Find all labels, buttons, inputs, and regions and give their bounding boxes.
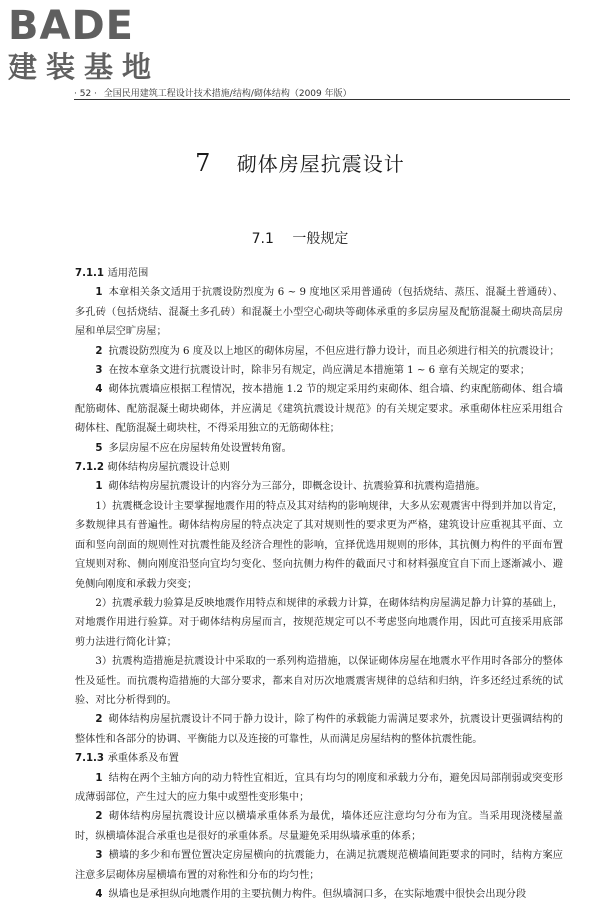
paragraph: [75, 477, 563, 496]
paragraph-text: 砌体结构房屋抗震设计的内容分为三部分，即概念设计、抗震验算和抗震构造措施。: [108, 481, 486, 493]
chapter-number: 7: [195, 149, 212, 177]
paragraph-text: 横墙的多少和布置位置决定房屋横向的抗震能力，在满足抗震规范横墙间距要求的同时，结构方案应注意多层砌体房屋横墙布置的对称性和分布的均匀性；: [75, 850, 563, 881]
page-number: · 52 ·: [74, 89, 97, 99]
paragraph: [75, 439, 563, 458]
logo: [8, 4, 208, 84]
paragraph-text: 砌体结构房屋抗震设计不同于静力设计，除了构件的承载能力需满足要求外，抗震设计更强调结构的整体性和各部分的协调、平衡能力以及连接的可靠性，从而满足房屋结构的整体抗震性能。: [75, 714, 563, 745]
paragraph-text: 多层房屋不应在房屋转角处设置转角窗。: [108, 442, 292, 454]
clause-heading: [75, 749, 563, 768]
paragraph: [75, 380, 563, 438]
item-number: 3: [95, 365, 103, 377]
item-number: 4: [95, 889, 103, 900]
paragraph-text: 抗震设防烈度为 6 度及以上地区的砌体房屋，不但应进行静力设计，而且必须进行相关的抗震设计；: [108, 345, 560, 357]
logo-subtitle: 建装基地: [8, 50, 161, 84]
paragraph-text: 本章相关条文适用于抗震设防烈度为 6 ~ 9 度地区采用普通砖（包括烧结、蒸压、混凝土普通砖）、多孔砖（包括烧结、混凝土多孔砖）和混凝土小型空心砌块等砌体承重的多层房屋及配筋混凝土砌块高层房屋和单层空旷房屋；: [75, 287, 563, 338]
chapter-title-text: 砌体房屋抗震设计: [236, 152, 405, 176]
item-number: 2: [95, 345, 103, 357]
item-number: 1: [95, 481, 103, 493]
clause-heading: [75, 458, 563, 477]
item-number: 1: [95, 287, 103, 299]
paragraph: [75, 846, 563, 885]
paragraph-text: 砌体结构房屋抗震设计应以横墙承重体系为最优，墙体还应注意均匀分布为宜。当采用现浇楼屋盖时，纵横墙体混合承重也是很好的承重体系。尽量避免采用纵墙承重的体系；: [75, 811, 563, 842]
section-title-text: 一般规定: [292, 231, 349, 247]
item-number: 2: [95, 714, 103, 726]
paragraph-text: 2）抗震承载力验算是反映地震作用特点和规律的承载力计算，在砌体结构房屋满足静力计算的基础上，对地震作用进行验算。对于砌体结构房屋而言，按规范规定可以不考虑竖向地震作用，因此可直接采用底部剪力法进行简化计算；: [75, 597, 563, 648]
paragraph-text: 结构在两个主轴方向的动力特性宜相近，宜具有均匀的刚度和承载力分布，避免因局部削弱或突变形成薄弱部位，产生过大的应力集中或塑性变形集中；: [75, 772, 563, 803]
paragraph-text: 1）抗震概念设计主要掌握地震作用的特点及其对结构的影响规律，大多从宏观震害中得到并加以肯定，多数规律具有普遍性。砌体结构房屋的特点决定了其对规则性的要求更为严格，建筑设计应重视其平面、立面和竖向剖面的规则性对抗震性能及经济合理性的影响，宜择优选用规则的形体，其抗侧力构件的平面布置宜规则对称、侧向刚度沿竖向宜均匀变化、竖向抗侧力构件的截面尺寸和材料强度宜自下而上逐渐减小、避免侧向刚度和承载力突变；: [75, 500, 563, 590]
running-header: [74, 86, 570, 99]
clause-number: 7.1.2: [75, 462, 105, 474]
paragraph: [75, 652, 563, 710]
clause-title: 适用范围: [107, 268, 149, 279]
paragraph: [75, 885, 563, 904]
paragraph: [75, 710, 563, 749]
paragraph: [75, 361, 563, 380]
paragraph-text: 3）抗震构造措施是抗震设计中采取的一系列构造措施，以保证砌体房屋在地震水平作用时各部分的整体性及延性。而抗震构造措施的大部分要求，都来自对历次地震震害规律的总结和归纳，许多还经过系统的试验、对比分析得到的。: [75, 656, 563, 706]
logo-word: BADE: [8, 3, 134, 49]
chapter-title: [0, 148, 600, 177]
item-number: 5: [95, 442, 103, 454]
clause-heading: [75, 264, 563, 283]
item-number: 1: [95, 772, 103, 784]
clause-number: 7.1.1: [75, 268, 105, 279]
paragraph: [75, 807, 563, 846]
paragraph: [75, 283, 563, 341]
paragraph-text: 砌体抗震墙应根据工程情况，按本措施 1.2 节的规定采用约束砌体、组合墙、约束配筋砌体、组合墙配筋砌体、配筋混凝土砌块砌体，并应满足《建筑抗震设计规范》的有关规定要求。承重砌体柱应采用组合砌体柱、配筋混凝土砌块柱，不得采用独立的无筋砌体柱；: [75, 384, 563, 435]
paragraph-text: 纵墙也是承担纵向地震作用的主要抗侧力构件。但纵墙洞口多，在实际地震中很快会出现分段: [108, 889, 527, 900]
paragraph: [75, 594, 563, 652]
paragraph: [75, 342, 563, 361]
paragraph-text: 在按本章条文进行抗震设计时，除非另有规定，尚应满足本措施第 1 ~ 6 章有关规定的要求；: [108, 365, 531, 377]
header-rule: [74, 99, 570, 100]
clause-title: 承重体系及布置: [107, 753, 179, 765]
clause-title: 砌体结构房屋抗震设计总则: [107, 462, 230, 474]
paragraph: [75, 769, 563, 808]
section-title: [0, 228, 600, 248]
clause-number: 7.1.3: [75, 753, 105, 765]
running-header-text: 全国民用建筑工程设计技术措施/结构/砌体结构（2009 年版）: [103, 89, 352, 99]
paragraph: [75, 497, 563, 594]
item-number: 4: [95, 384, 103, 396]
item-number: 2: [95, 811, 103, 823]
body-text: [75, 264, 563, 904]
section-number: 7.1: [251, 231, 274, 247]
item-number: 3: [95, 850, 103, 862]
